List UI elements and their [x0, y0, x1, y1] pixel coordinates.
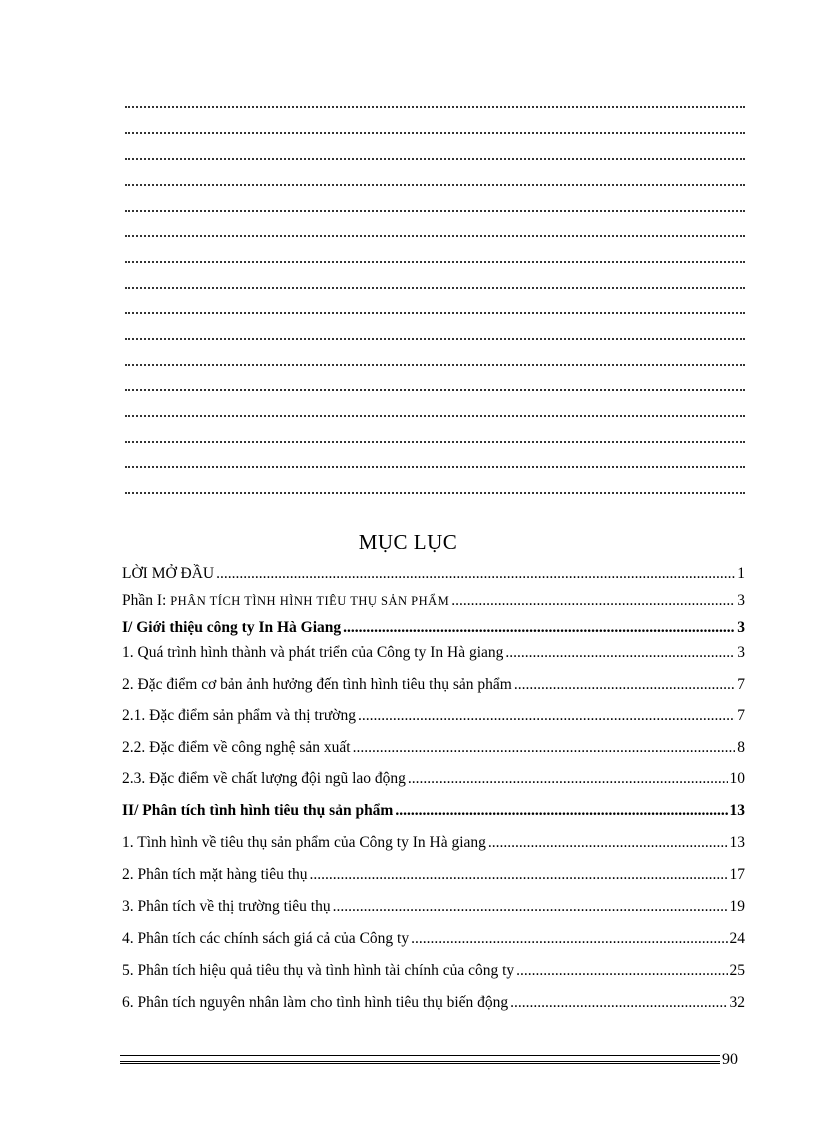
dotted-line — [125, 441, 745, 443]
dotted-line — [125, 389, 745, 391]
footer-rule — [120, 1055, 720, 1064]
toc-leader-dots — [310, 866, 728, 884]
toc-leader-dots — [516, 962, 727, 980]
toc-entry[interactable] — [122, 802, 745, 820]
dotted-line — [125, 338, 745, 340]
dotted-line — [125, 261, 745, 263]
toc-entry[interactable] — [122, 834, 745, 852]
toc-leader-dots — [343, 619, 735, 637]
toc-entry-label: 2.2. Đặc điểm về công nghệ sản xuất — [122, 739, 351, 756]
toc-leader-dots — [353, 739, 736, 757]
toc-entry[interactable] — [122, 619, 745, 637]
toc-entry[interactable] — [122, 739, 745, 757]
toc-entry[interactable] — [122, 565, 745, 583]
toc-entry-page: 7 — [737, 676, 745, 693]
toc-entry-page: 17 — [729, 866, 745, 883]
dotted-line — [125, 466, 745, 468]
toc-leader-dots — [358, 707, 735, 725]
toc-entry-page: 24 — [729, 930, 745, 947]
toc-entry-page: 7 — [737, 707, 745, 724]
toc-entry[interactable] — [122, 770, 745, 788]
page-number: 90 — [722, 1051, 738, 1068]
toc-entry-page: 13 — [729, 834, 745, 851]
toc-entry-label: LỜI MỞ ĐẦU — [122, 565, 215, 582]
toc-entry-page: 32 — [729, 994, 745, 1011]
toc-entry[interactable] — [122, 676, 745, 694]
dotted-line — [125, 312, 745, 314]
toc-entry-page: 25 — [729, 962, 745, 979]
dotted-line — [125, 415, 745, 417]
toc-entry-label: I/ Giới thiệu công ty In Hà Giang — [122, 619, 342, 636]
dotted-line — [125, 210, 745, 212]
dotted-line — [125, 184, 745, 186]
toc-title: MỤC LỤC — [358, 530, 458, 554]
toc-entry-label: 2. Đặc điểm cơ bản ảnh hưởng đến tình hình tiêu thụ sản phẩm — [122, 676, 512, 693]
toc-entry-label: 3. Phân tích về thị trường tiêu thụ — [122, 898, 331, 915]
toc-leader-dots — [510, 994, 727, 1012]
toc-entry-label: II/ Phân tích tình hình tiêu thụ sản phẩm — [122, 802, 394, 819]
toc-entry[interactable] — [122, 866, 745, 884]
toc-entry-label: 4. Phân tích các chính sách giá cả của Công ty — [122, 930, 410, 947]
toc-entry-label: 1. Quá trình hình thành và phát triển của Công ty In Hà giang — [122, 644, 504, 661]
toc-entry-label: 2. Phân tích mặt hàng tiêu thụ — [122, 866, 308, 883]
toc-entry[interactable] — [122, 994, 745, 1012]
toc-leader-dots — [395, 802, 727, 820]
toc-leader-dots — [216, 565, 735, 583]
toc-entry-page: 10 — [729, 770, 745, 787]
toc-leader-dots — [505, 644, 735, 662]
dotted-line — [125, 158, 745, 160]
toc-entry[interactable] — [122, 707, 745, 725]
toc-leader-dots — [488, 834, 728, 852]
toc-entry[interactable] — [122, 930, 745, 948]
toc-entry-page: 19 — [729, 898, 745, 915]
toc-leader-dots — [333, 898, 728, 916]
dotted-line — [125, 132, 745, 134]
toc-entry[interactable] — [122, 644, 745, 662]
toc-entry-page: 3 — [737, 644, 745, 661]
toc-entry-page: 3 — [737, 619, 745, 636]
toc-leader-dots — [451, 592, 735, 610]
toc-entry[interactable] — [122, 962, 745, 980]
toc-entry-page: 3 — [737, 592, 745, 609]
toc-entry[interactable] — [122, 592, 745, 610]
dotted-line — [125, 492, 745, 494]
dotted-line — [125, 235, 745, 237]
toc-entry-label: PHÂN TÍCH TÌNH HÌNH TIÊU THỤ SẢN PHẨM — [170, 594, 450, 608]
dotted-line — [125, 364, 745, 366]
toc-entry-page: 13 — [729, 802, 745, 819]
dotted-line — [125, 106, 745, 108]
toc-entry-label: 2.1. Đặc điểm sản phẩm và thị trường — [122, 707, 356, 724]
toc-entry-page: 8 — [737, 739, 745, 756]
toc-entry-label: 2.3. Đặc điểm về chất lượng đội ngũ lao động — [122, 770, 406, 787]
dotted-line — [125, 287, 745, 289]
toc-leader-dots — [408, 770, 728, 788]
toc-leader-dots — [514, 676, 735, 694]
toc-entry-label: 5. Phân tích hiệu quả tiêu thụ và tình hình tài chính của công ty — [122, 962, 515, 979]
toc-entry-label: 1. Tình hình về tiêu thụ sản phẩm của Công ty In Hà giang — [122, 834, 486, 851]
toc-entry-prefix: Phần I: — [122, 592, 171, 609]
toc-entry[interactable] — [122, 898, 745, 916]
toc-entry-label: 6. Phân tích nguyên nhân làm cho tình hình tiêu thụ biến động — [122, 994, 509, 1011]
toc-entry-page: 1 — [737, 565, 745, 582]
toc-leader-dots — [411, 930, 727, 948]
